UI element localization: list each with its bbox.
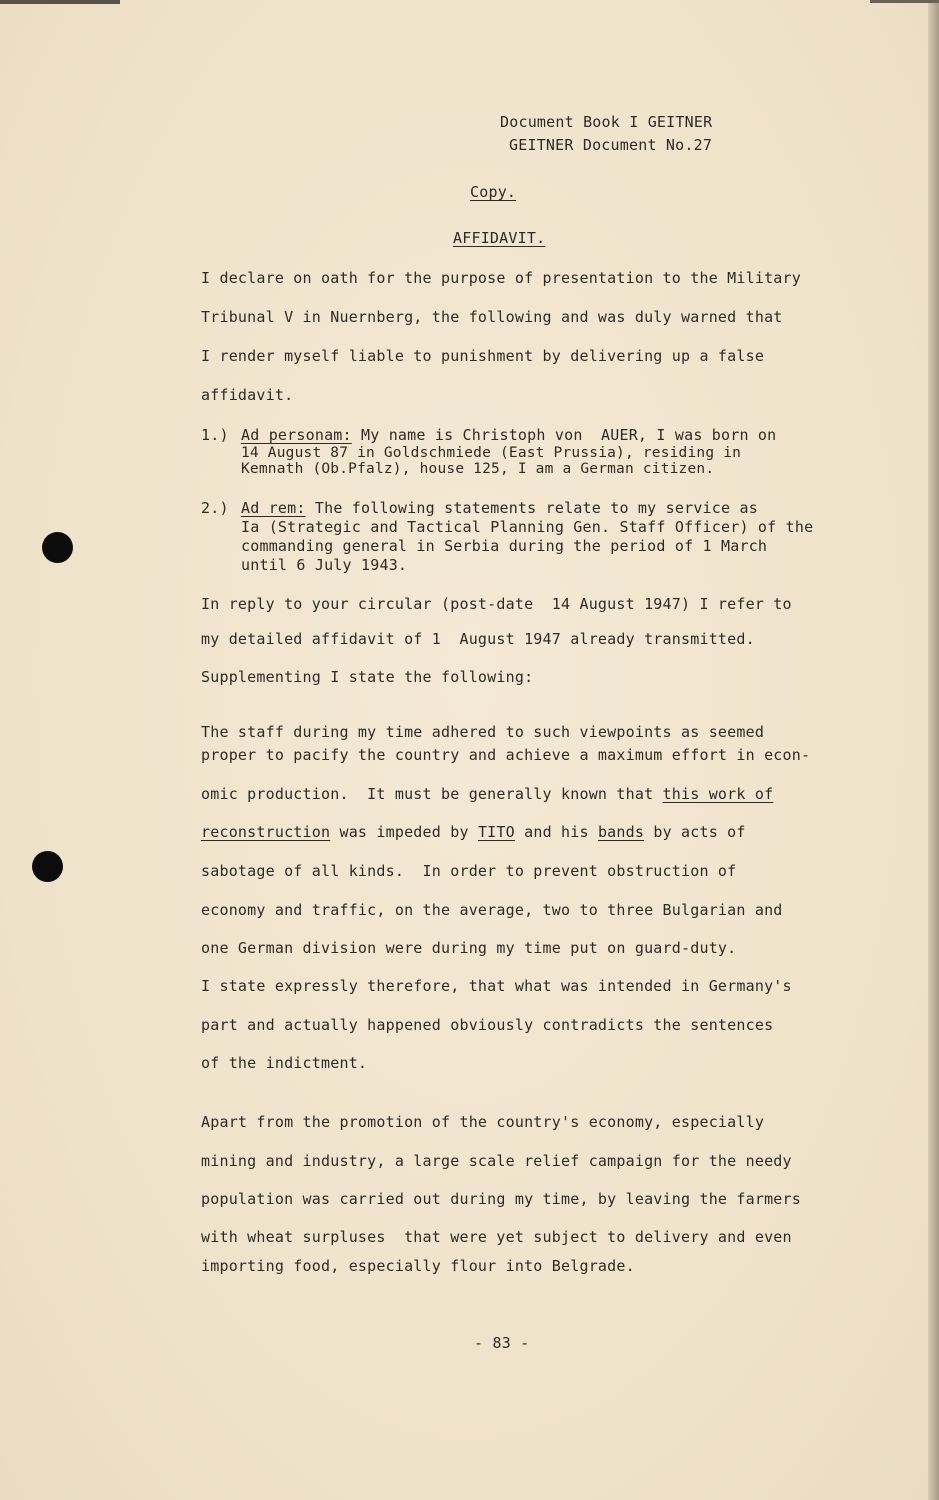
- affidavit-title: AFFIDAVIT.: [453, 229, 546, 247]
- staff-para-line: proper to pacify the country and achieve a maximum effort in econ-: [201, 746, 811, 764]
- apart-para-line: population was carried out during my time, by leaving the farmers: [201, 1190, 801, 1208]
- document-book-line: Document Book I GEITNER: [500, 113, 713, 131]
- apart-para-line: mining and industry, a large scale relief campaign for the needy: [201, 1152, 792, 1170]
- item2-line3: commanding general in Serbia during the period of 1 March: [241, 537, 768, 555]
- item1-label: Ad personam:: [241, 426, 352, 444]
- staff-para-line: [201, 785, 773, 803]
- page-top-edge-mark: [0, 0, 120, 4]
- declaration-line: I render myself liable to punishment by delivering up a false: [201, 347, 765, 365]
- item2-label: Ad rem:: [241, 499, 306, 517]
- copy-label: Copy.: [470, 183, 517, 201]
- reply-line: Supplementing I state the following:: [201, 668, 534, 686]
- staff-para-text: omic production. It must be generally known that: [201, 785, 663, 803]
- staff-para-line: [201, 823, 746, 841]
- staff-para-text: by acts of: [644, 823, 746, 841]
- item1-line1: [241, 426, 776, 444]
- staff-para-line: part and actually happened obviously contradicts the sentences: [201, 1016, 774, 1034]
- page-number: - 83 -: [474, 1334, 530, 1352]
- declaration-line: Tribunal V in Nuernberg, the following and was duly warned that: [201, 308, 783, 326]
- underlined-phrase: TITO: [477, 823, 515, 841]
- reply-line: my detailed affidavit of 1 August 1947 already transmitted.: [201, 630, 755, 648]
- underlined-phrase: reconstruction: [201, 823, 331, 841]
- apart-para-line: importing food, especially flour into Belgrade.: [201, 1257, 635, 1275]
- item2-line1: [241, 499, 758, 517]
- staff-para-line: The staff during my time adhered to such viewpoints as seemed: [201, 723, 765, 741]
- punch-hole-lower: [32, 851, 63, 882]
- item1-line1-text: My name is Christoph von AUER, I was born on: [351, 426, 777, 444]
- underlined-phrase: bands: [597, 823, 645, 841]
- staff-para-line: sabotage of all kinds. In order to prevent obstruction of: [201, 862, 737, 880]
- document-number-line: GEITNER Document No.27: [509, 136, 713, 154]
- apart-para-line: Apart from the promotion of the country's economy, especially: [201, 1113, 765, 1131]
- staff-para-line: one German division were during my time put on guard-duty.: [201, 939, 737, 957]
- page-right-edge: [928, 0, 939, 1500]
- staff-para-line: of the indictment.: [201, 1054, 368, 1072]
- punch-hole-upper: [42, 532, 73, 563]
- declaration-line: affidavit.: [201, 386, 294, 404]
- underlined-phrase: this work of: [662, 785, 774, 803]
- declaration-line: I declare on oath for the purpose of presentation to the Military: [201, 269, 801, 287]
- reply-line: In reply to your circular (post-date 14 August 1947) I refer to: [201, 595, 792, 613]
- staff-para-text: and his: [514, 823, 598, 841]
- item1-line2: 14 August 87 in Goldschmiede (East Prussia), residing in: [241, 445, 742, 461]
- page-top-edge-mark-right: [870, 0, 939, 3]
- staff-para-line: economy and traffic, on the average, two to three Bulgarian and: [201, 901, 783, 919]
- item2-number: 2.): [201, 499, 229, 517]
- item1-number: 1.): [201, 426, 229, 444]
- staff-para-text: was impeded by: [330, 823, 478, 841]
- item1-line3: Kemnath (Ob.Pfalz), house 125, I am a German citizen.: [241, 461, 715, 477]
- item2-line4: until 6 July 1943.: [241, 556, 408, 574]
- item2-line2: Ia (Strategic and Tactical Planning Gen. Staff Officer) of the: [241, 518, 814, 536]
- staff-para-line: I state expressly therefore, that what was intended in Germany's: [201, 977, 792, 995]
- apart-para-line: with wheat surpluses that were yet subject to delivery and even: [201, 1228, 792, 1246]
- item2-line1-text: The following statements relate to my service as: [305, 499, 758, 517]
